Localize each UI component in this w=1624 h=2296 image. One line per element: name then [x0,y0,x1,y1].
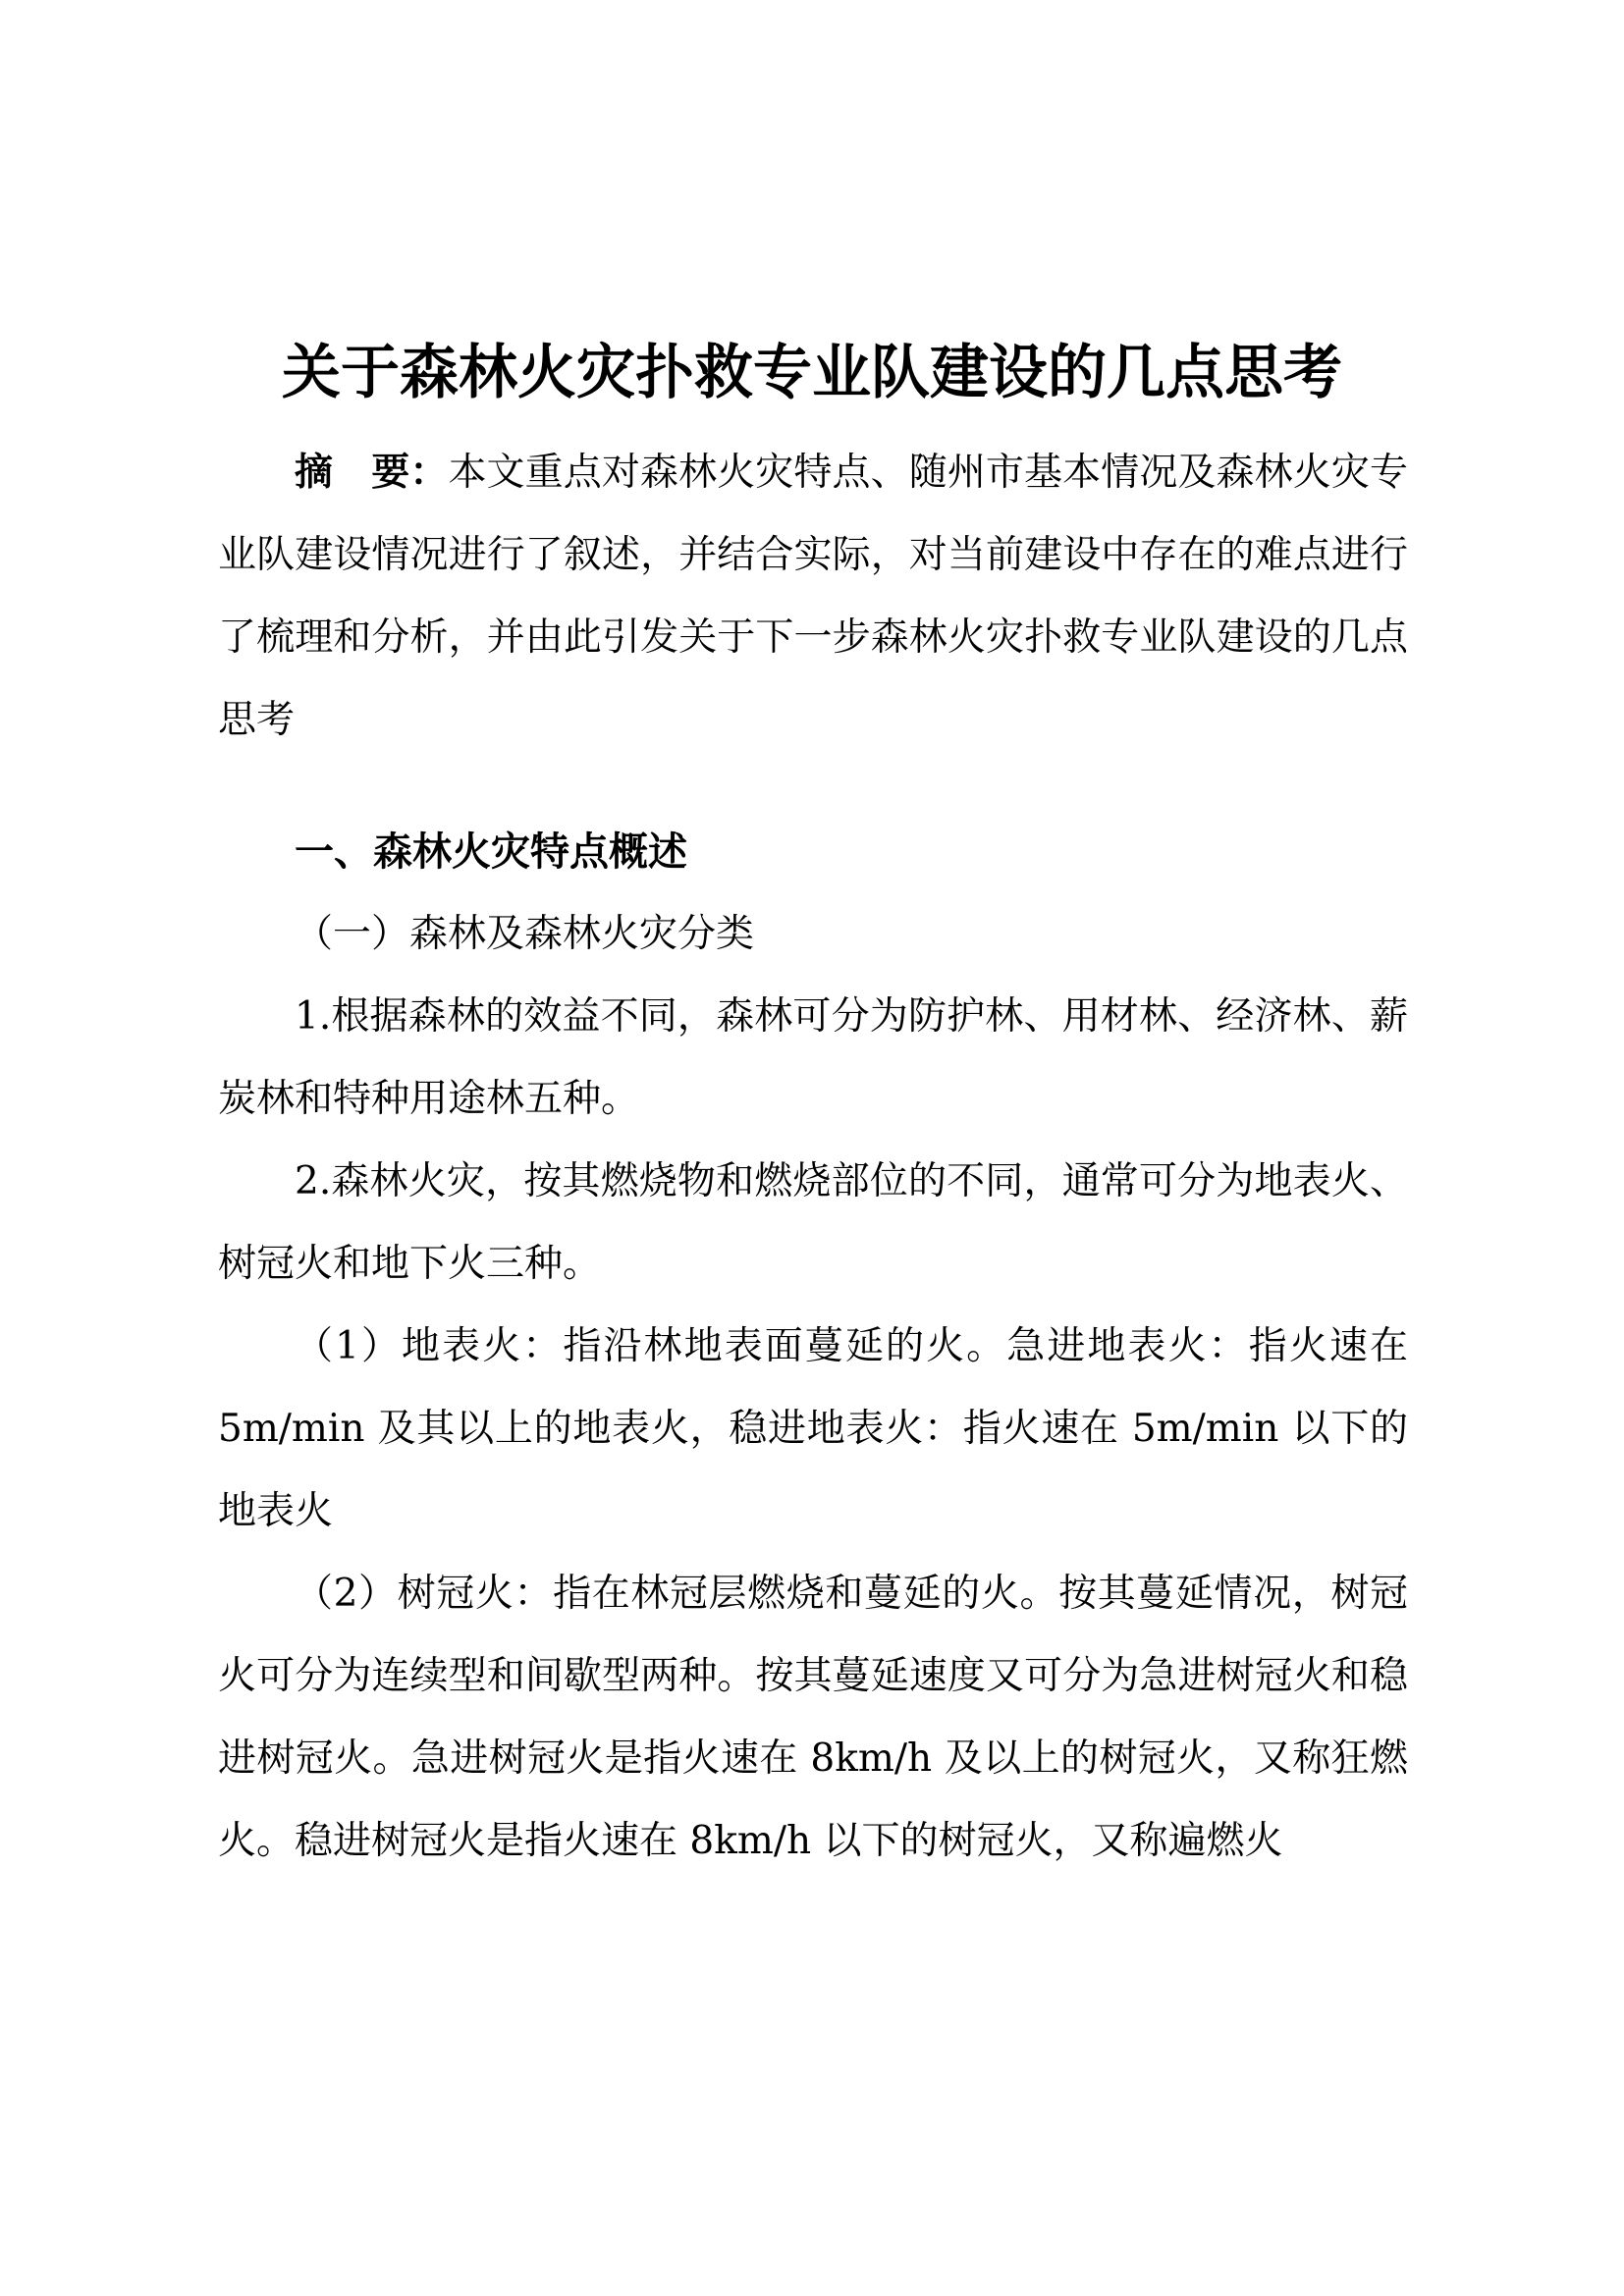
paragraph-surface-fire: （1）地表火：指沿林地表面蔓延的火。急进地表火：指火速在 5m/min 及其以上的地表火，稳进地表火：指火速在 5m/min 以下的地表火 [218,1324,1408,1533]
abstract-text: 本文重点对森林火灾特点、随州市基本情况及森林火灾专业队建设情况进行了叙述，并结合实际，对当前建设中存在的难点进行了梳理和分析，并由此引发关于下一步森林火灾扑救专业队建设的几点思考 [218,451,1408,742]
paragraph-crown-fire: （2）树冠火：指在林冠层燃烧和蔓延的火。按其蔓延情况，树冠火可分为连续型和间歇型两种。按其蔓延速度又可分为急进树冠火和稳进树冠火。急进树冠火是指火速在 8km/h 及以上的树冠火，又称狂燃火。稳进树冠火是指火速在 8km/h 以下的树冠火，又称遍燃火 [218,1572,1408,1863]
paragraph-1: 1.根据森林的效益不同，森林可分为防护林、用材林、经济林、薪炭林和特种用途林五种。 [218,994,1408,1121]
section-heading: 一、森林火灾特点概述 [295,829,687,875]
abstract [218,432,1408,762]
section-subheading: （一）森林及森林火灾分类 [295,912,755,956]
document-title: 关于森林火灾扑救专业队建设的几点思考 [282,339,1342,407]
paragraph-2: 2.森林火灾，按其燃烧物和燃烧部位的不同，通常可分为地表火、树冠火和地下火三种。 [218,1159,1408,1286]
section-1 [218,811,1408,1883]
abstract-label: 摘 要： [295,451,449,495]
abstract-paragraph [218,432,1408,762]
